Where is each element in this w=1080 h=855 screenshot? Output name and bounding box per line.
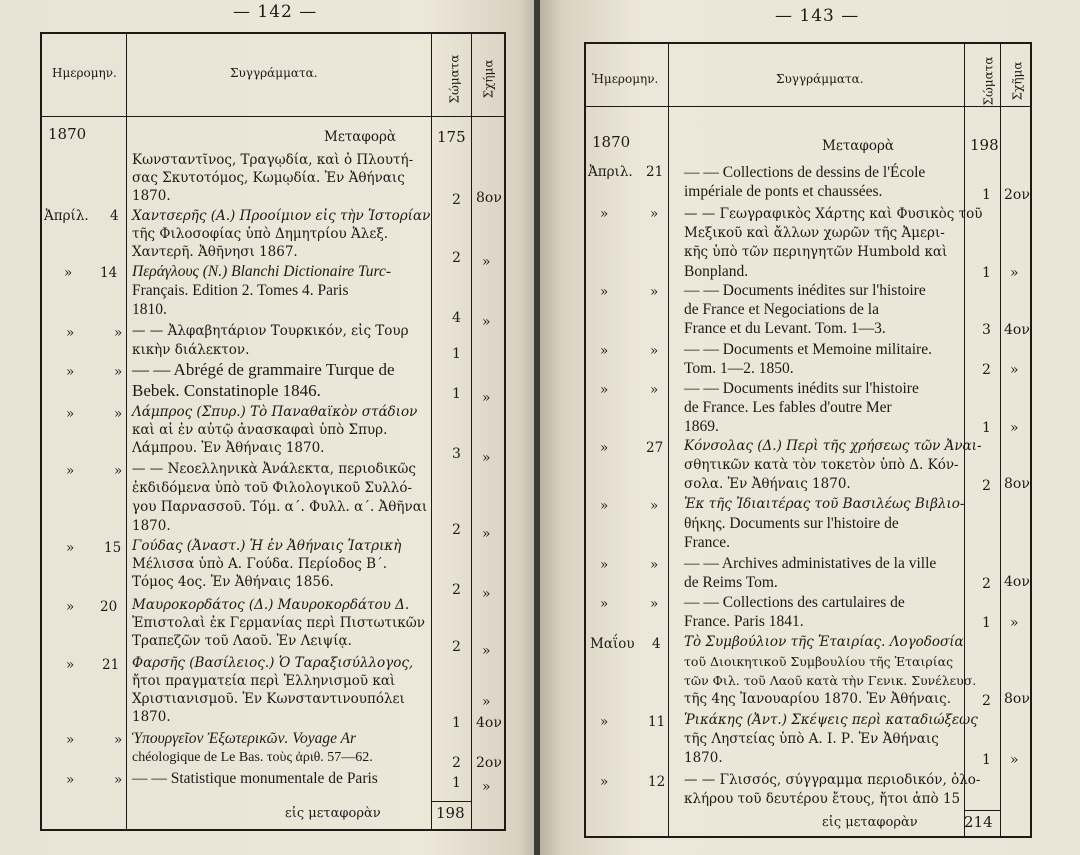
entry-line: κικὴν διάλεκτον. <box>132 342 250 358</box>
header-works: Συγγράμματα. <box>230 66 318 80</box>
volume-cell: 4 <box>452 310 461 326</box>
date-cell: » <box>66 463 75 479</box>
entry-line: — — Documents et Memoine militaire. <box>684 341 932 358</box>
entry-line: Μαυροκορδάτος (Δ.) Μαυροκορδάτου Δ. <box>132 597 410 613</box>
format-cell: 8ον <box>1004 691 1030 707</box>
format-cell: » <box>482 314 491 330</box>
entry-line: Τόμος 4ος. Ἐν Ἀθήναις 1856. <box>132 574 334 590</box>
entry-line: Bonpland. <box>684 263 749 280</box>
date-cell: » <box>600 596 609 612</box>
entry-line: τῆς Φιλοσοφίας ὑπὸ Δημητρίου Ἀλεξ. <box>132 226 389 242</box>
format-cell: » <box>1010 615 1019 631</box>
volume-cell: 1 <box>452 386 461 402</box>
entry-line: Χαντσερῆς (Α.) Προοίμιον εἰς τὴν Ἱστορίαν <box>132 208 431 224</box>
entry-line: Τὸ Συμβούλιον τῆς Ἑταιρίας. Λογοδοσία <box>684 634 964 650</box>
date-cell: » <box>66 732 75 748</box>
right-page-number: — 143 — <box>775 6 860 26</box>
entry-line: τῶν Φιλ. τοῦ Λαοῦ κατὰ τὴν Γενικ. Συνέλευσ. <box>684 673 977 688</box>
day-cell: 20 <box>100 599 118 615</box>
entry-line: Κόνσολας (Δ.) Περὶ τῆς χρήσεως τῶν Ἀναι- <box>684 438 982 454</box>
volume-cell: 3 <box>982 322 991 338</box>
date-cell: » <box>600 498 609 514</box>
format-cell: » <box>482 643 491 659</box>
transfer-value: 175 <box>437 128 466 146</box>
entry-line: Χριστιανισμοῦ. Ἐν Κωνσταντινουπόλει <box>132 691 405 707</box>
header-format: Σχήμα <box>481 59 496 99</box>
entry-line: 1870. <box>132 709 171 725</box>
volume-cell: 2 <box>452 192 461 208</box>
entry-line: σας Σκυτοτόμος, Κωμῳδία. Ἐν Ἀθήναις <box>132 170 405 186</box>
header-format: Σχῆμα <box>1010 61 1025 101</box>
entry-line: — — Νεοελληνικὰ Ἀνάλεκτα, περιοδικῶς <box>132 461 416 477</box>
day-cell: 4 <box>110 208 119 224</box>
entry-line: Κωνσταντῖνος, Τραγῳδία, καὶ ὁ Πλουτή- <box>132 152 414 168</box>
format-cell: 4ον <box>1004 322 1030 338</box>
entry-line: France. <box>684 534 731 551</box>
day-cell: » <box>114 364 123 380</box>
date-cell: » <box>66 406 75 422</box>
entry-line: τοῦ Διοικητικοῦ Συμβουλίου τῆς Ἑταιρίας <box>684 654 954 669</box>
entry-line: Τραπεζῶν τοῦ Λαοῦ. Ἐν Λειψίᾳ. <box>132 633 352 649</box>
entry-line: Ἐκ τῆς Ἰδιαιτέρας τοῦ Βασιλέως Βιβλιο- <box>684 496 965 512</box>
date-cell: » <box>66 772 75 788</box>
footer-value: 214 <box>964 813 993 831</box>
date-cell: » <box>600 206 609 222</box>
date-cell: » <box>66 657 75 673</box>
format-cell: » <box>482 586 491 602</box>
format-cell: » <box>482 450 491 466</box>
day-cell: » <box>650 498 659 514</box>
footer-value: 198 <box>436 804 465 822</box>
year: 1870 <box>592 133 631 151</box>
volume-cell: 2 <box>982 478 991 494</box>
volume-cell: 2 <box>452 250 461 266</box>
volume-cell: 1 <box>452 346 461 362</box>
entry-line: Λάμπρος (Σπυρ.) Τὸ Παναθαϊκὸν στάδιον <box>132 404 418 420</box>
entry-line: France. Paris 1841. <box>684 613 804 630</box>
day-cell: » <box>650 343 659 359</box>
entry-line: — — Archives administatives de la ville <box>684 555 937 572</box>
entry-line: Bebek. Constatinople 1846. <box>132 381 321 400</box>
format-cell: » <box>482 254 491 270</box>
entry-line: καὶ αἱ ἐν αὐτῷ ἀνασκαφαὶ ὑπὸ Σπυρ. <box>132 422 388 438</box>
day-cell: » <box>114 325 123 341</box>
entry-line: Μέλισσα ὑπὸ Α. Γούδα. Περίοδος Β΄. <box>132 556 388 572</box>
entry-line: 1870. <box>132 188 171 204</box>
entry-line: σθητικῶν κατὰ τὸν τοκετὸν ὑπὸ Δ. Κόν- <box>684 457 959 473</box>
header-volumes: Σώματα <box>981 56 996 106</box>
format-cell: 2ον <box>1004 187 1030 203</box>
date-cell: » <box>64 265 73 281</box>
format-cell: 4ον <box>1004 574 1030 590</box>
entry-line: 1870. <box>684 750 723 766</box>
day-cell: » <box>650 206 659 222</box>
volume-cell: 1 <box>982 420 991 436</box>
entry-line: τῆς Ληστείας ὑπὸ Α. Ι. Ρ. Ἐν Ἀθήναις <box>684 731 939 747</box>
day-cell: 14 <box>100 265 118 281</box>
entry-line: Χαντερῆ. Ἀθῆνησι 1867. <box>132 244 298 260</box>
date-cell: » <box>600 557 609 573</box>
entry-line: Λάμπρου. Ἐν Ἀθήναις 1870. <box>132 440 325 456</box>
entry-line: Ἐπιστολαὶ ἐκ Γερμανίας περὶ Πιστωτικῶν <box>132 615 425 631</box>
entry-line: chéologique de Le Bas. τοὺς ἀριθ. 57—62. <box>132 750 373 765</box>
entry-line: Φαρσῆς (Βασίλειος.) Ὁ Ταραξισύλλογος, <box>132 655 414 671</box>
date-cell: » <box>66 540 75 556</box>
entry-line: γου Παρνασσοῦ. Τόμ. α΄. Φυλλ. α΄. Ἀθῆναι <box>132 499 428 515</box>
volume-cell: 1 <box>982 615 991 631</box>
day-cell: » <box>114 463 123 479</box>
footer-label: εἰς μεταφορὰν <box>822 815 918 830</box>
entry-line: Ῥικάκης (Ἀντ.) Σκέψεις περὶ καταδιώξεως <box>684 712 978 728</box>
day-cell: 11 <box>648 714 666 730</box>
entry-line: κῆς ὑπὸ τῶν περιηγητῶν Humbold καὶ <box>684 244 948 260</box>
date-cell: » <box>66 599 75 615</box>
header-works: Συγγράμματα. <box>776 72 864 86</box>
entry-line: Γούδας (Ἀναστ.) Ἡ ἐν Ἀθήναις Ἰατρικὴ <box>132 538 402 554</box>
volume-cell: 1 <box>982 752 991 768</box>
day-cell: 12 <box>648 774 666 790</box>
date-cell: » <box>66 325 75 341</box>
volume-cell: 1 <box>452 775 461 791</box>
volume-cell: 2 <box>452 639 461 655</box>
format-cell: 4ον <box>476 715 502 731</box>
day-cell: » <box>114 732 123 748</box>
footer-label: εἰς μεταφορὰν <box>285 806 381 821</box>
volume-cell: 2 <box>982 693 991 709</box>
header-date: Ημερομην. <box>52 66 117 80</box>
volume-cell: 2 <box>982 362 991 378</box>
format-cell: » <box>482 390 491 406</box>
entry-line: Ὑπουργεῖον Ἐξωτερικῶν. Voyage Ar <box>132 730 357 747</box>
entry-line: — — Collections des cartulaires de <box>684 594 905 611</box>
entry-line: — — Documents inédits sur l'histoire <box>684 380 919 397</box>
volume-cell: 1 <box>982 187 991 203</box>
entry-line: — — Γεωγραφικὸς Χάρτης καὶ Φυσικὸς τοῦ <box>684 206 983 222</box>
date-cell: » <box>600 284 609 300</box>
date-cell: Ἀπριλ. <box>588 164 633 180</box>
day-cell: 21 <box>102 657 120 673</box>
entry-line: τῆς 4ης Ἰανουαρίου 1870. Ἐν Ἀθήναις. <box>684 691 951 707</box>
format-cell: » <box>482 526 491 542</box>
entry-line: Français. Edition 2. Tomes 4. Paris <box>132 282 349 299</box>
left-ledger-table <box>40 32 506 831</box>
entry-line: 1810. <box>132 301 167 318</box>
entry-line: 1870. <box>132 518 171 534</box>
date-cell: » <box>600 774 609 790</box>
day-cell: » <box>650 284 659 300</box>
day-cell: 21 <box>646 164 664 180</box>
left-page <box>0 0 536 855</box>
transfer-value: 198 <box>970 136 999 154</box>
entry-line: Tom. 1—2. 1850. <box>684 360 794 377</box>
volume-cell: 1 <box>982 265 991 281</box>
entry-line: — — Documents inédites sur l'histoire <box>684 282 926 299</box>
entry-line: impériale de ponts et chaussées. <box>684 183 883 200</box>
format-cell: » <box>1010 362 1019 378</box>
format-cell: » <box>1010 420 1019 436</box>
date-cell: » <box>600 440 609 456</box>
entry-line: — — Statistique monumentale de Paris <box>132 770 378 787</box>
right-page <box>540 0 1080 855</box>
volume-cell: 2 <box>982 576 991 592</box>
format-cell: » <box>1010 265 1019 281</box>
date-cell: » <box>600 714 609 730</box>
entry-line: ἤτοι πραγματεία περὶ Ἑλληνισμοῦ καὶ <box>132 673 396 689</box>
left-page-number: — 142 — <box>233 2 318 22</box>
day-cell: » <box>114 406 123 422</box>
entry-line: France et du Levant. Tom. 1—3. <box>684 320 886 337</box>
day-cell: 27 <box>646 440 664 456</box>
transfer-label: Μεταφορὰ <box>822 138 895 154</box>
date-cell: Ἀπρίλ. <box>44 208 89 224</box>
entry-line: σολα. Ἐν Ἀθήναις 1870. <box>684 476 851 492</box>
date-cell: Μαΐου <box>590 636 635 652</box>
entry-line: — — Collections de dessins de l'École <box>684 164 926 181</box>
day-cell: » <box>650 557 659 573</box>
day-cell: » <box>114 772 123 788</box>
entry-line: 1869. <box>684 418 719 435</box>
volume-cell: 2 <box>452 522 461 538</box>
format-cell: 2ον <box>476 755 502 771</box>
right-ledger-table <box>584 42 1032 838</box>
year: 1870 <box>48 125 87 143</box>
entry-line: — — Γλισσός, σύγγραμμα περιοδικόν, ὁλο- <box>684 772 981 788</box>
entry-line: ἐκδιδόμενα ὑπὸ τοῦ Φιλολογικοῦ Συλλό- <box>132 480 413 496</box>
header-date: Ἡμερομην. <box>592 72 659 86</box>
format-cell: 8ον <box>476 190 502 206</box>
entry-line: — — Abrégé de grammaire Turque de <box>132 360 395 379</box>
format-cell: » <box>482 694 491 710</box>
date-cell: » <box>600 382 609 398</box>
volume-cell: 1 <box>452 715 461 731</box>
date-cell: » <box>66 364 75 380</box>
day-cell: 15 <box>104 540 122 556</box>
entry-line: κλήρου τοῦ δευτέρου ἔτους, ἤτοι ἀπὸ 15 <box>684 791 961 807</box>
format-cell: » <box>482 779 491 795</box>
day-cell: 4 <box>652 636 661 652</box>
entry-line: — — Ἀλφαβητάριον Τουρκικόν, εἰς Τουρ <box>132 323 409 339</box>
entry-line: de France et Negociations de la <box>684 301 879 318</box>
day-cell: » <box>650 596 659 612</box>
entry-line: de France. Les fables d'outre Mer <box>684 399 892 416</box>
format-cell: » <box>1010 752 1019 768</box>
entry-line: Περάγλους (Ν.) Blanchi Dictionaire Turc- <box>132 263 391 280</box>
volume-cell: 2 <box>452 582 461 598</box>
format-cell: 8ον <box>1004 476 1030 492</box>
header-volumes: Σώματα <box>447 54 462 104</box>
entry-line: θήκης. Documents sur l'histoire de <box>684 515 899 532</box>
volume-cell: 2 <box>452 755 461 771</box>
entry-line: Μεξικοῦ καὶ ἄλλων χωρῶν τῆς Ἀμερι- <box>684 225 945 241</box>
date-cell: » <box>600 343 609 359</box>
day-cell: » <box>650 382 659 398</box>
volume-cell: 3 <box>452 446 461 462</box>
entry-line: de Reims Tom. <box>684 574 778 591</box>
transfer-label: Μεταφορὰ <box>324 129 397 145</box>
